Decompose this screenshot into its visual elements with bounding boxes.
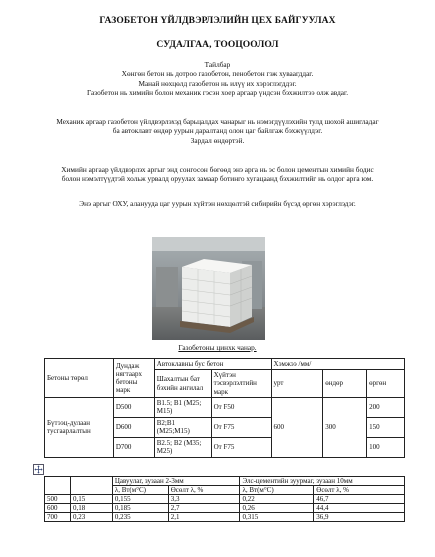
cell-base-lambda: 0,18	[70, 504, 112, 513]
chemical-paragraph	[0, 165, 435, 184]
mechanic-paragraph	[0, 117, 435, 145]
empty-header	[70, 477, 112, 495]
intro-paragraph	[0, 60, 435, 97]
cell-frost: От F75	[211, 437, 271, 457]
header-length: урт	[271, 370, 323, 398]
cell-strength: B1.5; B1 (M25; M15)	[154, 397, 211, 417]
thermal-conductivity-table	[44, 476, 405, 522]
cell-mortar-lambda: 0,26	[240, 504, 314, 513]
header-non-autoclave: Автоклавны бус бетон	[154, 359, 271, 370]
cell-frost: От F50	[211, 397, 271, 417]
header-width: өргөн	[367, 370, 405, 398]
header-concrete-type: Бетоны төрөл	[45, 359, 114, 398]
cell-glue-increase: 3,3	[168, 495, 240, 504]
intro-line: Хөнгөн бетон нь дотроо газобетон, пенобетон гэж хуваагддаг.	[121, 69, 314, 79]
cell-width: 150	[367, 417, 405, 437]
header-lambda: λ, Вт(м°С)	[240, 486, 314, 495]
intro-line: Газобетон нь химийн болон механик гэсэн хоер аргаар үндсэн бэхжилтээ олж авдаг.	[86, 87, 349, 97]
cell-glue-lambda: 0,185	[112, 504, 168, 513]
cell-mark: 600	[45, 504, 71, 513]
paragraph-line: Зардал өндөртэй.	[190, 135, 245, 145]
cell-glue-increase: 2,7	[168, 504, 240, 513]
cell-base-lambda: 0,15	[70, 495, 112, 504]
intro-line: Тайлбар	[204, 60, 231, 69]
cell-width: 100	[367, 437, 405, 457]
cell-frost: От F75	[211, 417, 271, 437]
table-move-handle-icon[interactable]	[33, 464, 44, 475]
header-size: Хэмжээ /мм/	[271, 359, 404, 370]
header-glue-group: Цавуулаг, зузаан 2-3мм	[112, 477, 240, 486]
header-strength-class: Шахалтын бат бэхийн ангилал	[154, 370, 211, 398]
paragraph-line: Механик аргаар газобетон үйлдвэрлэхэд барьцалдах чанарыг нь нэмэгдүүлэхийн тулд шохой ашигладаг	[56, 117, 379, 126]
cell-mortar-lambda: 0,22	[240, 495, 314, 504]
row-concrete-type: Бүтээц-дулаан тусгаарлалтын	[45, 397, 114, 457]
block-parameters-table	[44, 358, 405, 458]
cell-strength: B2.5; B2 (M35; M25)	[154, 437, 211, 457]
header-increase: Өсөлт λ, %	[168, 486, 240, 495]
document-subtitle: СУДАЛГАА, ТООЦООЛОЛ	[156, 40, 279, 50]
header-mortar-group: Элс-цементийн зуурмаг, зузаан 10мм	[240, 477, 405, 486]
photo-caption: Газобетоны цинхк чанар.	[178, 343, 257, 352]
header-density-mark: Дундаж нягтаарх бетоны марк	[113, 359, 154, 398]
cell-glue-increase: 2,1	[168, 513, 240, 522]
header-increase: Өсөлт λ, %	[314, 486, 405, 495]
cell-glue-lambda: 0,155	[112, 495, 168, 504]
cell-mortar-increase: 46,7	[314, 495, 405, 504]
cell-width: 200	[367, 397, 405, 417]
paragraph-line: болон нэмэлтүүдтэй хольж урвалд оруулах замаар ботинго хугацаанд бэхжилтийг нь олдог арга юм.	[61, 174, 374, 184]
cell-mortar-lambda: 0,315	[240, 513, 314, 522]
header-frost-mark: Хүйтэн тэсвэрлэлтийн марк	[211, 370, 271, 398]
intro-line: Манай нөхцөлд газобетон нь илүү их хэрэглэгддэг.	[138, 78, 297, 88]
cell-mortar-increase: 44,4	[314, 504, 405, 513]
cell-mark: D600	[113, 417, 154, 437]
header-height: өндөр	[323, 370, 367, 398]
paragraph-line: Химийн аргаар үйлдвэрлэх аргыг энд сонгосон бөгөөд энэ арга нь эс болон цементын химийн бодис	[61, 165, 374, 174]
cell-mark: 700	[45, 513, 71, 522]
paragraph-line: ба автоклавт өндөр уурын даралтанд олон цаг байлгаж бэхжүүлдэг.	[112, 126, 323, 136]
cell-mortar-increase: 36,9	[314, 513, 405, 522]
cell-height: 300	[323, 397, 367, 457]
cell-mark: 500	[45, 495, 71, 504]
cell-glue-lambda: 0,235	[112, 513, 168, 522]
empty-header	[45, 477, 71, 495]
header-lambda: λ, Вт(м°С)	[112, 486, 168, 495]
cell-length: 600	[271, 397, 323, 457]
cell-base-lambda: 0,23	[70, 513, 112, 522]
document-title: ГАЗОБЕТОН ҮЙЛДВЭРЛЭЛИЙН ЦЕХ БАЙГУУЛАХ	[99, 16, 336, 26]
gas-concrete-blocks-photo	[152, 237, 265, 340]
usage-paragraph: Энэ аргыг ОХУ, аланууда цаг уурын хүйтэн нөхцөлтэй сибирийн бүсэд өргөн хэрэглэдэг.	[79, 199, 356, 208]
cell-mark: D700	[113, 437, 154, 457]
cell-strength: B2;B1 (M25;M15)	[154, 417, 211, 437]
cell-mark: D500	[113, 397, 154, 417]
